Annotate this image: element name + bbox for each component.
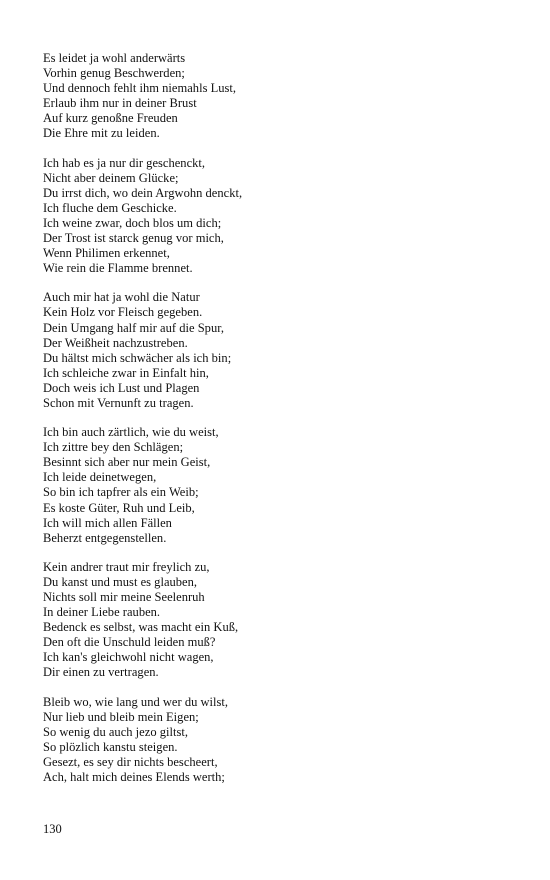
poem-line: Die Ehre mit zu leiden.	[43, 126, 160, 141]
poem-line: Der Trost ist starck genug vor mich,	[43, 231, 224, 246]
poem-line: Vorhin genug Beschwerden;	[43, 66, 185, 81]
poem-line: Doch weis ich Lust und Plagen	[43, 380, 200, 395]
page-number: 130	[43, 822, 62, 836]
poem-line: Gesezt, es sey dir nichts bescheert,	[43, 754, 218, 769]
poem-line: Und dennoch fehlt ihm niemahls Lust,	[43, 81, 237, 96]
poem-line: In deiner Liebe rauben.	[43, 605, 161, 620]
poem-line: Kein Holz vor Fleisch gegeben.	[43, 305, 203, 320]
poem-line: Beherzt entgegenstellen.	[43, 530, 167, 545]
poem-line: Ich hab es ja nur dir geschenckt,	[43, 155, 206, 170]
poem-line: Ach, halt mich deines Elends werth;	[43, 770, 225, 785]
poem-line: Nur lieb und bleib mein Eigen;	[43, 709, 199, 724]
poem-line: Ich fluche dem Geschicke.	[43, 200, 177, 215]
poem-line: So plözlich kanstu steigen.	[43, 739, 178, 754]
stanza-3	[43, 290, 503, 411]
poem-line: Dir einen zu vertragen.	[43, 665, 159, 680]
poem-line: Ich will mich allen Fällen	[43, 515, 172, 530]
poem-line: Ich kan's gleichwohl nicht wagen,	[43, 650, 214, 665]
poem-line: Wie rein die Flamme brennet.	[43, 261, 193, 276]
poem-line: Der Weißheit nachzustreben.	[43, 335, 188, 350]
stanza-5	[43, 560, 503, 681]
poem-line: Nicht aber deinem Glücke;	[43, 170, 179, 185]
stanza-6	[43, 695, 503, 786]
poem-line: Besinnt sich aber nur mein Geist,	[43, 455, 211, 470]
poem-line: Dein Umgang half mir auf die Spur,	[43, 320, 225, 335]
poem-line: Erlaub ihm nur in deiner Brust	[43, 96, 197, 111]
poem-line: Kein andrer traut mir freylich zu,	[43, 559, 210, 574]
poem-body	[43, 51, 503, 799]
poem-line: Ich zittre bey den Schlägen;	[43, 440, 184, 455]
poem-line: So wenig du auch jezo giltst,	[43, 724, 189, 739]
poem-line: Es koste Güter, Ruh und Leib,	[43, 500, 195, 515]
poem-line: Ich bin auch zärtlich, wie du weist,	[43, 425, 219, 440]
poem-line: Auch mir hat ja wohl die Natur	[43, 290, 200, 305]
poem-line: So bin ich tapfrer als ein Weib;	[43, 485, 199, 500]
poem-line: Ich leide deinetwegen,	[43, 470, 157, 485]
poem-line: Du irrst dich, wo dein Argwohn denckt,	[43, 185, 243, 200]
poem-line: Bedenck es selbst, was macht ein Kuß,	[43, 620, 239, 635]
stanza-4	[43, 425, 503, 546]
poem-line: Wenn Philimen erkennet,	[43, 246, 170, 261]
stanza-1	[43, 51, 503, 142]
poem-line: Du kanst und must es glauben,	[43, 574, 198, 589]
poem-line: Ich schleiche zwar in Einfalt hin,	[43, 365, 209, 380]
poem-line: Es leidet ja wohl anderwärts	[43, 51, 186, 65]
poem-line: Du hältst mich schwächer als ich bin;	[43, 350, 232, 365]
poem-line: Ich weine zwar, doch blos um dich;	[43, 215, 222, 230]
stanza-2	[43, 156, 503, 277]
poem-line: Bleib wo, wie lang und wer du wilst,	[43, 694, 229, 709]
poem-line: Schon mit Vernunft zu tragen.	[43, 395, 194, 410]
poem-line: Nichts soll mir meine Seelenruh	[43, 590, 205, 604]
poem-line: Auf kurz genoßne Freuden	[43, 111, 178, 126]
poem-line: Den oft die Unschuld leiden muß?	[43, 635, 216, 650]
